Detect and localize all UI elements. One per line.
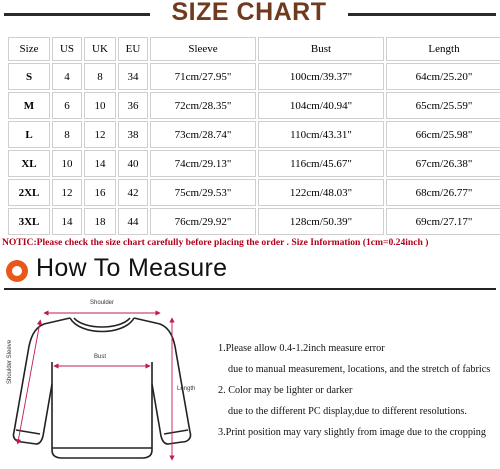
length-label: Length — [177, 386, 196, 392]
length-cell: 65cm/25.59" — [386, 92, 500, 119]
eu-cell: 38 — [118, 121, 148, 148]
size-chart-header — [0, 0, 500, 30]
table-row — [8, 150, 500, 177]
eu-cell: 36 — [118, 92, 148, 119]
size-cell: M — [8, 92, 50, 119]
sleeve-cell: 74cm/29.13" — [150, 150, 256, 177]
column-header: Size — [8, 37, 50, 61]
us-cell: 4 — [52, 63, 82, 90]
sleeve-cell: 71cm/27.95" — [150, 63, 256, 90]
size-cell: L — [8, 121, 50, 148]
column-header: Length — [386, 37, 500, 61]
column-header: UK — [84, 37, 116, 61]
how-to-measure-rule — [4, 288, 496, 290]
eu-cell: 40 — [118, 150, 148, 177]
sleeve-measure-arrow — [18, 322, 40, 442]
length-cell: 67cm/26.38" — [386, 150, 500, 177]
bust-cell: 104cm/40.94" — [258, 92, 384, 119]
bust-cell: 128cm/50.39" — [258, 208, 384, 235]
sleeve-label: Shoulder Sleeve — [7, 339, 13, 384]
how-to-measure-title: How To Measure — [36, 254, 228, 282]
uk-cell: 14 — [84, 150, 116, 177]
size-cell: 3XL — [8, 208, 50, 235]
eu-cell: 34 — [118, 63, 148, 90]
header-left-rule — [4, 13, 150, 16]
size-chart-title: SIZE CHART — [171, 0, 327, 26]
size-cell: XL — [8, 150, 50, 177]
orange-ring-icon — [6, 260, 28, 282]
us-cell: 8 — [52, 121, 82, 148]
bust-label: Bust — [93, 354, 107, 360]
us-cell: 10 — [52, 150, 82, 177]
column-header: US — [52, 37, 82, 61]
table-row — [8, 121, 500, 148]
length-cell: 69cm/27.17" — [386, 208, 500, 235]
us-cell: 6 — [52, 92, 82, 119]
how-to-measure-header — [0, 254, 500, 288]
bust-cell: 122cm/48.03" — [258, 179, 384, 206]
table-row — [8, 208, 500, 235]
shoulder-label: Shoulder — [89, 300, 115, 306]
size-cell: 2XL — [8, 179, 50, 206]
sweater-measure-diagram — [0, 292, 210, 469]
size-table — [6, 35, 500, 237]
sleeve-cell: 73cm/28.74" — [150, 121, 256, 148]
column-header: Sleeve — [150, 37, 256, 61]
sweater-outline — [13, 318, 190, 458]
bust-cell: 110cm/43.31" — [258, 121, 384, 148]
sleeve-cell: 76cm/29.92" — [150, 208, 256, 235]
column-header: Bust — [258, 37, 384, 61]
bust-cell: 100cm/39.37" — [258, 63, 384, 90]
bust-cell: 116cm/45.67" — [258, 150, 384, 177]
instruction-line: 2. Color may be lighter or darker — [218, 385, 353, 396]
table-row — [8, 63, 500, 90]
instruction-line: 1.Please allow 0.4-1.2inch measure error — [218, 343, 385, 354]
instruction-line: 3.Print position may vary slightly from image due to the cropping — [218, 427, 486, 438]
uk-cell: 10 — [84, 92, 116, 119]
column-header: EU — [118, 37, 148, 61]
table-header-row — [8, 37, 500, 61]
table-row — [8, 179, 500, 206]
uk-cell: 16 — [84, 179, 116, 206]
length-cell: 68cm/26.77" — [386, 179, 500, 206]
length-cell: 66cm/25.98" — [386, 121, 500, 148]
length-cell: 64cm/25.20" — [386, 63, 500, 90]
eu-cell: 42 — [118, 179, 148, 206]
instruction-line: due to manual measurement, locations, and the stretch of fabrics — [228, 364, 491, 375]
size-cell: S — [8, 63, 50, 90]
uk-cell: 8 — [84, 63, 116, 90]
table-row — [8, 92, 500, 119]
size-notice: NOTIC:Please check the size chart carefully before placing the order . Size Information (1cm=0.24inch ) — [2, 237, 429, 248]
uk-cell: 18 — [84, 208, 116, 235]
instruction-line: due to the different PC display,due to different resolutions. — [228, 406, 467, 417]
sleeve-cell: 72cm/28.35" — [150, 92, 256, 119]
us-cell: 12 — [52, 179, 82, 206]
eu-cell: 44 — [118, 208, 148, 235]
sleeve-cell: 75cm/29.53" — [150, 179, 256, 206]
uk-cell: 12 — [84, 121, 116, 148]
us-cell: 14 — [52, 208, 82, 235]
header-right-rule — [348, 13, 496, 16]
